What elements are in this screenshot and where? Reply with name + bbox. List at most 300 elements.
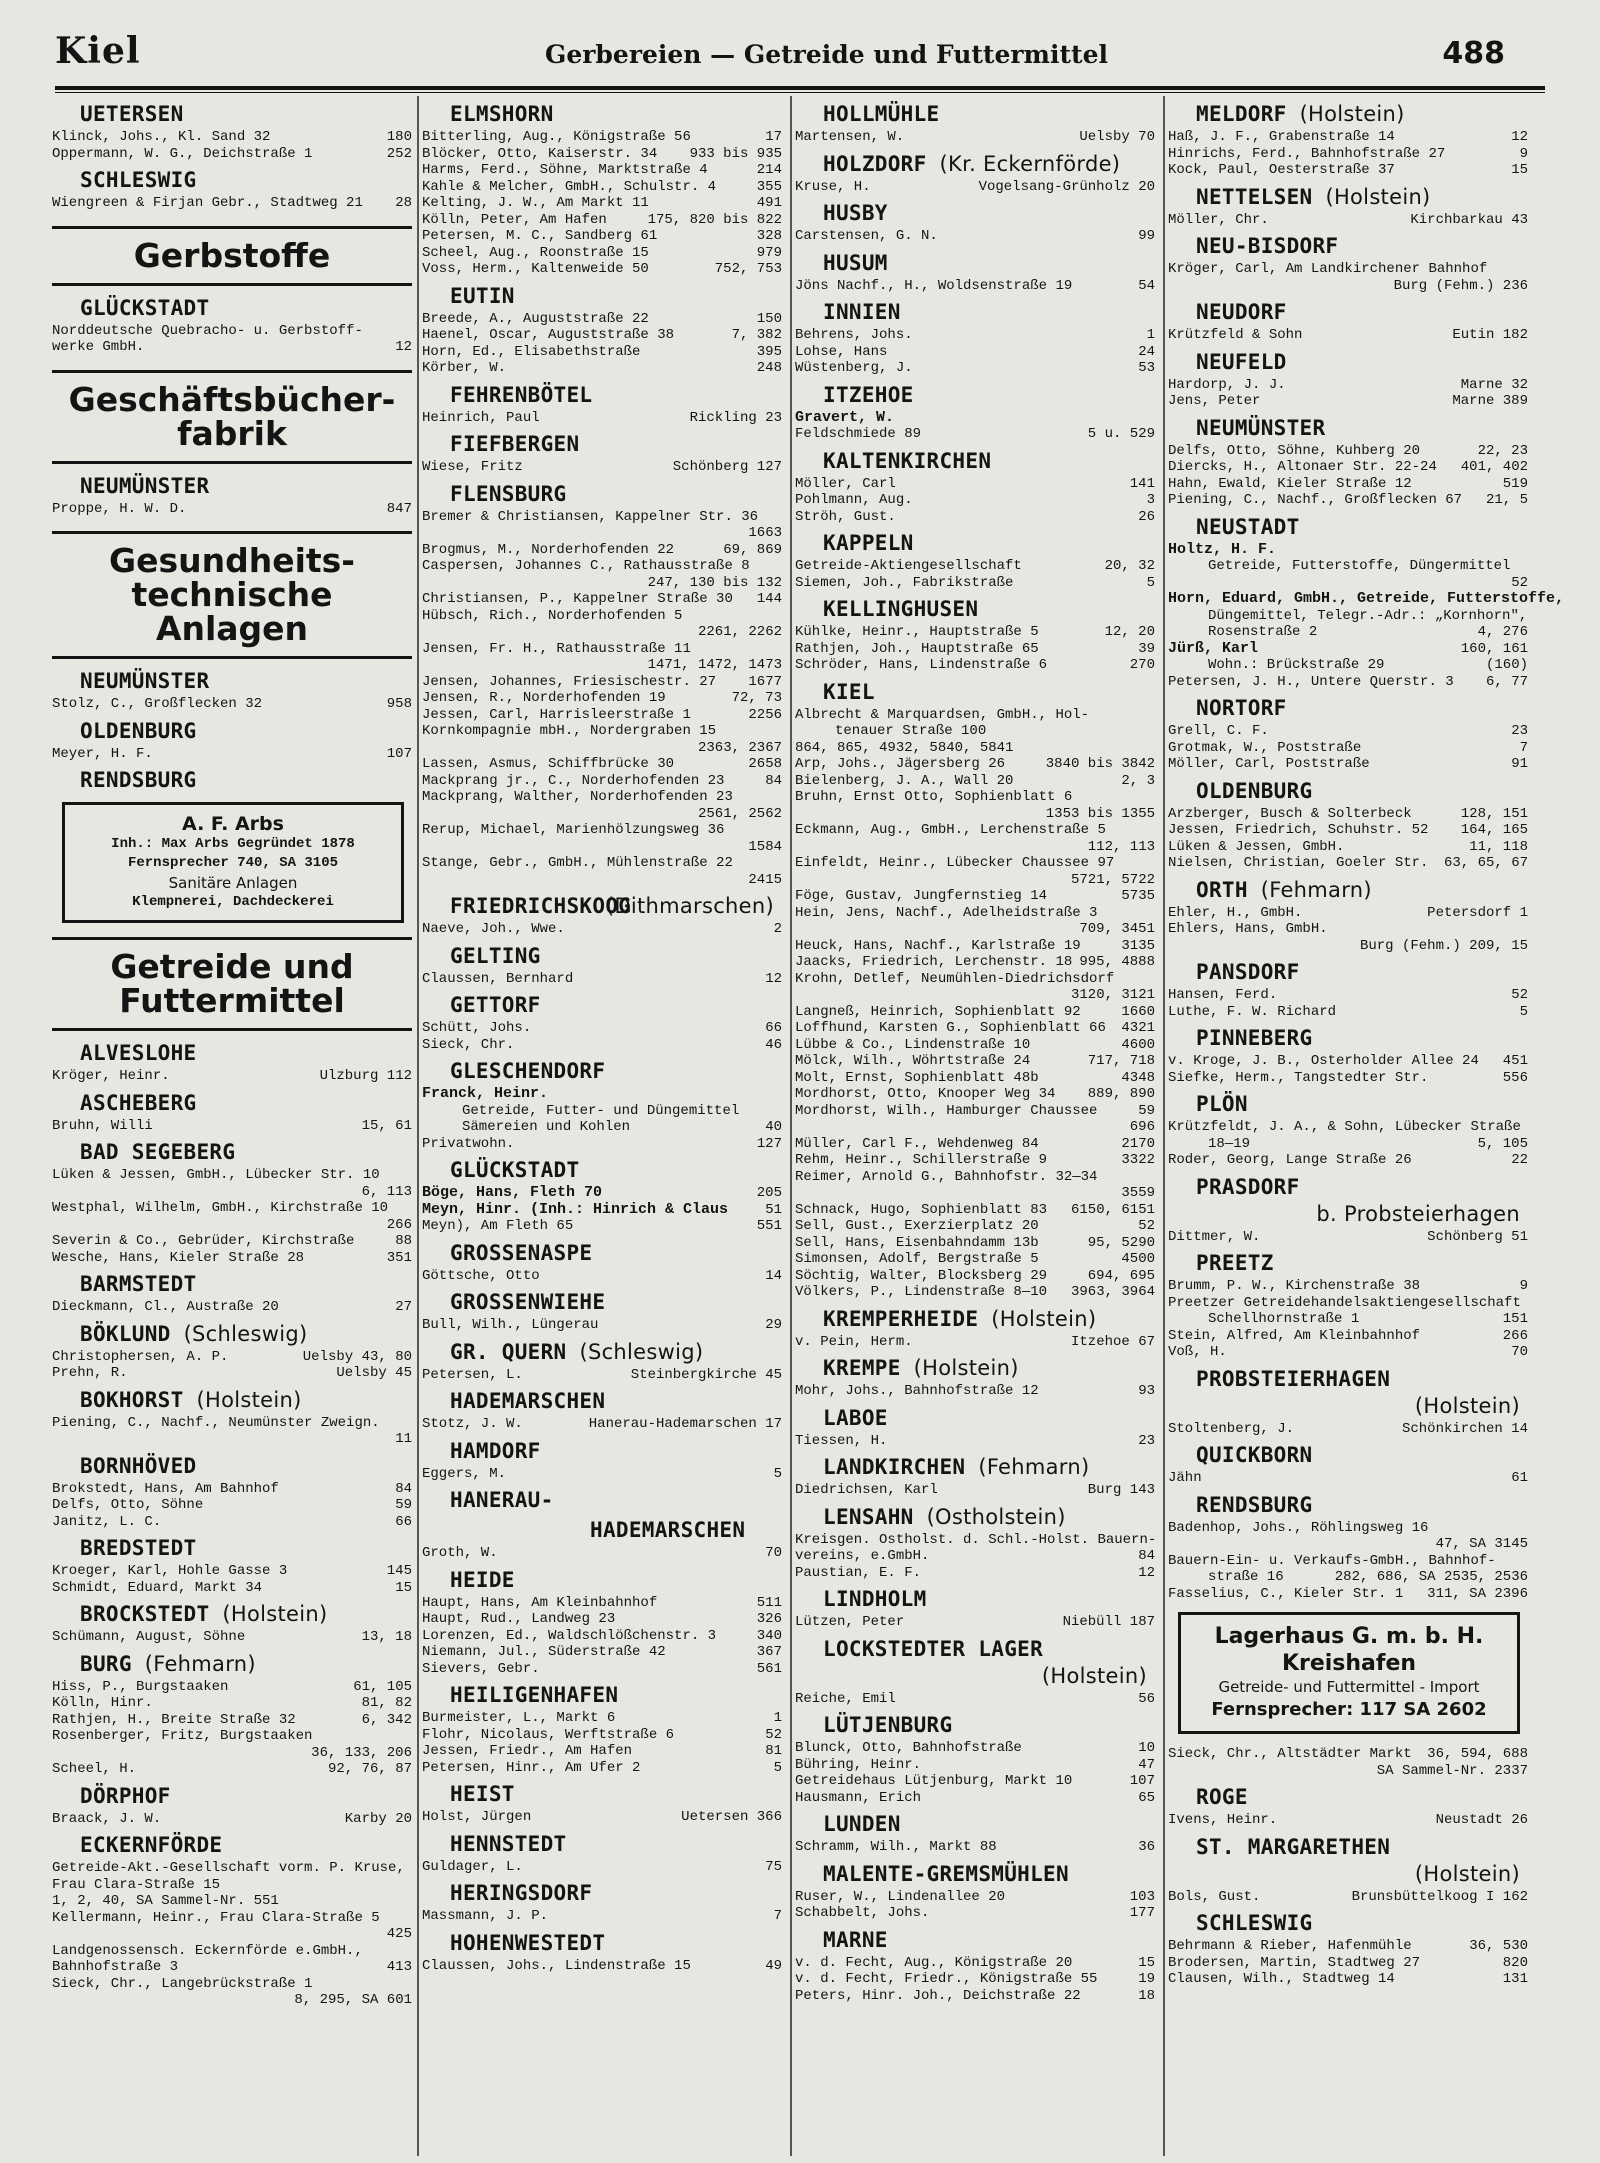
entry-name: Claussen, Bernhard [422, 970, 574, 987]
listing-entry [422, 1218, 782, 1235]
entry-phone: 2170 [1121, 1135, 1155, 1152]
column-3 [795, 96, 1155, 2161]
town-heading [823, 680, 1155, 704]
entry-name: Grotmak, W., Poststraße [1168, 739, 1362, 756]
town-heading [450, 1568, 782, 1592]
entry-name: Proppe, H. W. D. [52, 500, 187, 517]
entry-name: Nielsen, Christian, Goeler Str. [1168, 855, 1429, 871]
listing-entry [1168, 756, 1528, 773]
entry-phone: 72, 73 [731, 690, 782, 706]
category-heading: Gerbstoffe [52, 226, 412, 286]
ad-line: Lagerhaus G. m. b. H. [1214, 1624, 1484, 1649]
entry-name: Frau Clara-Straße 15 [52, 1876, 221, 1893]
entry-name: Reimer, Arnold G., Bahnhofstr. 32—34 [795, 1168, 1098, 1185]
listing-entry [1168, 212, 1528, 229]
listing-entry [1168, 1136, 1528, 1153]
entry-phone: 4348 [1121, 1069, 1155, 1086]
listing-entry [422, 1727, 782, 1744]
entry-name: Mackprang jr., C., Norderhofenden 23 [422, 772, 725, 789]
entry-name: Meyn), Am Fleth 65 [422, 1218, 574, 1234]
entry-name: Stoltenberg, J. [1168, 1420, 1295, 1437]
listing-entry [795, 1790, 1155, 1807]
directory-section [795, 1664, 1155, 1708]
listing-entry [422, 327, 782, 344]
entry-phone: 36, 594, 688 [1427, 1746, 1528, 1762]
entry-name: Martensen, W. [795, 129, 905, 145]
entry-phone: 958 [386, 696, 412, 712]
entry-name: Kölln, Peter, Am Hafen [422, 211, 607, 228]
directory-section [1168, 350, 1528, 410]
listing-entry [52, 1167, 412, 1184]
directory-section [795, 1356, 1155, 1400]
town-heading [823, 300, 1155, 324]
listing-entry [422, 822, 782, 839]
listing-entry [52, 1860, 412, 1877]
directory-section [52, 1388, 412, 1448]
town-name: OLDENBURG [1196, 778, 1313, 803]
listing-entry [1168, 476, 1528, 493]
listing-entry [795, 1004, 1155, 1021]
entry-name: Kroeger, Karl, Hohle Gasse 3 [52, 1563, 288, 1579]
entry-name: Wiese, Fritz [422, 459, 523, 475]
entry-name: Göttsche, Otto [422, 1267, 540, 1284]
entry-name: 18—19 [1208, 1135, 1251, 1152]
listing-entry [795, 806, 1155, 823]
entry-phone: 2261, 2262 [697, 624, 782, 640]
listing-entry [1168, 1295, 1528, 1312]
town-name: PROBSTEIERHAGEN [1196, 1366, 1391, 1391]
town-name: HUSUM [823, 250, 888, 275]
advertisement-box [1178, 1612, 1520, 1734]
directory-section [795, 531, 1155, 591]
entry-name: Bols, Gust. [1168, 1888, 1261, 1905]
directory-section [795, 300, 1155, 377]
town-name: FRIEDRICHSKOOG [450, 894, 632, 918]
listing-entry [422, 1628, 782, 1645]
listing-entry [1168, 1812, 1528, 1829]
town-heading [1196, 515, 1528, 539]
listing-entry [52, 1712, 412, 1729]
entry-phone: 128, 151 [1460, 805, 1528, 822]
listing-entry [795, 1839, 1155, 1856]
entry-phone: 395 [756, 343, 782, 360]
entry-name: Badenhop, Johs., Röhlingsweg 16 [1168, 1519, 1429, 1536]
listing-entry [795, 1773, 1155, 1790]
entry-name: Kölln, Hinr. [52, 1695, 153, 1711]
directory-section [52, 1322, 412, 1382]
town-heading [823, 531, 1155, 555]
entry-phone: 145 [386, 1563, 412, 1579]
ad-line: Kreishafen [1281, 1651, 1417, 1676]
entry-phone: 889, 890 [1087, 1086, 1155, 1102]
listing-entry [422, 1710, 782, 1727]
entry-name: werke GmbH. [52, 339, 145, 355]
entry-phone: 717, 718 [1087, 1053, 1155, 1069]
entry-name: Jaacks, Friedrich, Lerchenstr. 18 [795, 954, 1073, 970]
entry-name: Langneß, Heinrich, Sophienblatt 92 [795, 1003, 1081, 1020]
town-name: PLÖN [1196, 1092, 1248, 1116]
listing-entry [1168, 1938, 1528, 1955]
entry-phone: 99 [1138, 228, 1155, 244]
entry-name: Brodersen, Martin, Stadtweg 27 [1168, 1954, 1421, 1971]
entry-phone: 107 [1129, 1773, 1155, 1789]
entry-name: Hinrichs, Ferd., Bahnhofstraße 27 [1168, 145, 1446, 162]
column-divider [1163, 96, 1165, 2156]
entry-name: Brokstedt, Hans, Am Bahnhof [52, 1480, 279, 1497]
listing-entry [422, 1367, 782, 1384]
town-heading [450, 383, 782, 407]
listing-entry [422, 641, 782, 658]
directory-section [1168, 514, 1565, 691]
entry-name: Bielenberg, J. A., Wall 20 [795, 772, 1014, 789]
entry-phone: 5 [773, 1759, 782, 1776]
entry-phone: Brunsbüttelkoog I 162 [1351, 1888, 1528, 1905]
entry-name: Möller, Carl, Poststraße [1168, 756, 1370, 772]
entry-name: Blunck, Otto, Bahnhofstraße [795, 1740, 1022, 1756]
town-heading [450, 432, 782, 456]
directory-section [1168, 1092, 1528, 1169]
entry-phone: 52 [765, 1726, 782, 1743]
town-name: HOLLMÜHLE [823, 102, 940, 126]
entry-phone: 3135 [1121, 937, 1155, 954]
entry-phone: 10 [1138, 1740, 1155, 1756]
listing-entry [422, 1202, 782, 1219]
town-name: ASCHEBERG [80, 1090, 197, 1115]
town-heading [1196, 1026, 1528, 1050]
listing-entry [795, 1169, 1155, 1186]
entry-name: Kreisgen. Ostholst. d. Schl.-Holst. Bauern- [795, 1531, 1157, 1548]
listing-entry [422, 723, 782, 740]
town-name: HEILIGENHAFEN [450, 1683, 619, 1707]
entry-phone: Marne 32 [1460, 376, 1528, 393]
entry-phone: 3963, 3964 [1070, 1284, 1155, 1300]
town-heading [1196, 1911, 1528, 1935]
entry-phone: 5 [1146, 574, 1155, 591]
entry-phone: 1471, 1472, 1473 [647, 657, 782, 673]
entry-phone: 2658 [748, 756, 782, 772]
listing-entry [422, 1268, 782, 1285]
town-heading [823, 1505, 1155, 1529]
listing-entry [1168, 839, 1528, 856]
entry-phone: 81, 82 [361, 1695, 412, 1711]
directory-section [422, 1518, 782, 1562]
entry-phone: 23 [1511, 723, 1528, 739]
directory-section [422, 1931, 782, 1975]
town-name: HUSBY [823, 201, 888, 225]
entry-phone: Hanerau-Hademarschen 17 [588, 1416, 782, 1432]
entry-phone: 15, 61 [361, 1117, 412, 1134]
listing-entry [795, 921, 1155, 938]
entry-phone: 160, 161 [1460, 640, 1528, 657]
entry-phone: 91 [1511, 756, 1528, 772]
entry-phone: Vogelsang-Grünholz 20 [978, 178, 1155, 195]
entry-phone: 12, 20 [1104, 624, 1155, 640]
entry-phone: 12 [1138, 1564, 1155, 1581]
listing-entry [1168, 377, 1528, 394]
entry-name: Sell, Gust., Exerzierplatz 20 [795, 1218, 1039, 1234]
town-heading [823, 251, 1155, 275]
entry-name: Mordhorst, Otto, Knooper Weg 34 [795, 1086, 1056, 1102]
entry-name: Landgenossensch. Eckernförde e.GmbH., [52, 1942, 363, 1959]
entry-phone: 12 [395, 339, 412, 355]
town-heading [80, 1784, 412, 1808]
listing-entry [52, 1200, 412, 1217]
entry-name: Siefke, Herm., Tangstedter Str. [1168, 1069, 1429, 1086]
entry-phone: 131 [1502, 1971, 1528, 1987]
entry-name: Rathjen, H., Breite Straße 32 [52, 1711, 296, 1728]
town-name: HEIDE [450, 1567, 515, 1592]
entry-phone: 15 [1138, 1954, 1155, 1971]
entry-name: Wiengreen & Firjan Gebr., Stadtweg 21 [52, 195, 363, 211]
listing-entry [52, 1910, 412, 1927]
town-heading [80, 1536, 412, 1560]
entry-name: Janitz, L. C. [52, 1513, 162, 1530]
entry-name: Rosenstraße 2 [1208, 624, 1318, 640]
listing-entry [1168, 1152, 1528, 1169]
entry-name: Sieck, Chr., Langebrückstraße 1 [52, 1975, 313, 1992]
town-region: (Ostholstein) [926, 1504, 1066, 1529]
entry-phone: 70 [765, 1545, 782, 1561]
directory-section [1168, 1862, 1528, 1906]
town-heading [1196, 1835, 1528, 1859]
directory-section [795, 1812, 1155, 1856]
entry-phone: Uetersen 366 [681, 1809, 782, 1825]
entry-phone: 112, 113 [1087, 838, 1155, 855]
listing-entry [795, 1757, 1155, 1774]
entry-phone: 66 [765, 1020, 782, 1036]
entry-phone: 6, 342 [361, 1711, 412, 1728]
listing-entry [422, 591, 782, 608]
listing-entry [1168, 855, 1528, 872]
town-heading [1196, 1175, 1528, 1199]
entry-phone: 19 [1138, 1971, 1155, 1987]
entry-phone: 933 bis 935 [689, 145, 782, 162]
town-name: ROGE [1196, 1785, 1248, 1809]
entry-phone: 248 [756, 360, 782, 376]
listing-entry [1168, 674, 1528, 691]
entry-name: Lohse, Hans [795, 343, 888, 360]
entry-name: Sievers, Gebr. [422, 1660, 540, 1677]
directory-section [1168, 878, 1528, 955]
listing-entry [422, 245, 782, 262]
entry-phone: 141 [1129, 475, 1155, 492]
listing-entry [795, 278, 1155, 295]
directory-section [795, 1637, 1155, 1661]
entry-name: Meyer, H. F. [52, 745, 153, 762]
entry-phone: 151 [1502, 1311, 1528, 1327]
town-region: (Schleswig) [183, 1321, 308, 1346]
directory-section [795, 1455, 1155, 1499]
listing-entry [422, 839, 782, 856]
entry-name: vereins, e.GmbH. [795, 1548, 930, 1564]
town-heading [823, 1587, 1155, 1611]
entry-name: Getreide, Futterstoffe, Düngermittel [1208, 558, 1511, 574]
entry-name: Petersen, Hinr., Am Ufer 2 [422, 1759, 641, 1776]
town-heading [450, 1881, 782, 1905]
entry-phone: 93 [1138, 1383, 1155, 1399]
entry-phone: 6, 77 [1485, 673, 1528, 690]
entry-name: Dieckmann, Cl., Austraße 20 [52, 1299, 279, 1315]
town-heading [80, 474, 412, 498]
entry-phone: 328 [756, 228, 782, 244]
town-name: HAMDORF [450, 1438, 541, 1463]
town-name: LÜTJENBURG [823, 1713, 953, 1737]
listing-entry [795, 1053, 1155, 1070]
entry-name: Severin & Co., Gebrüder, Kirchstraße [52, 1233, 355, 1249]
entry-name: Gravert, W. [795, 408, 895, 426]
listing-entry [422, 360, 782, 377]
town-name: RENDSBURG [80, 768, 197, 792]
listing-entry [1168, 1536, 1528, 1553]
directory-section [52, 1272, 412, 1316]
directory-section [422, 482, 782, 889]
entry-name: Arzberger, Busch & Solterbeck [1168, 805, 1412, 822]
directory-section [52, 1652, 412, 1778]
entry-phone: Burg (Fehm.) 236 [1393, 277, 1528, 294]
header-rule [55, 86, 1545, 93]
listing-entry [795, 1955, 1155, 1972]
entry-phone: 3559 [1121, 1185, 1155, 1201]
town-heading [1196, 1202, 1528, 1226]
directory-section [52, 937, 412, 1031]
town-name: ECKERNFÖRDE [80, 1833, 223, 1857]
town-heading [823, 1406, 1155, 1430]
town-name: GLÜCKSTADT [450, 1158, 580, 1182]
entry-name: Ivens, Heinr. [1168, 1812, 1278, 1828]
listing-entry [422, 575, 782, 592]
town-name: HEIST [450, 1782, 515, 1806]
listing-entry [1168, 146, 1528, 163]
entry-phone: 5 u. 529 [1087, 426, 1155, 442]
listing-entry [795, 971, 1155, 988]
listing-entry [1168, 740, 1528, 757]
listing-entry [52, 1959, 412, 1976]
entry-name: Lübbe & Co., Lindenstraße 10 [795, 1036, 1031, 1053]
town-region: b. Probsteierhagen [1316, 1201, 1520, 1226]
entry-name: Schabbelt, Johs. [795, 1905, 930, 1921]
directory-section [1168, 1394, 1528, 1438]
entry-name: Jessen, Friedrich, Schuhstr. 52 [1168, 822, 1429, 838]
directory-section [422, 1683, 782, 1776]
entry-name: Jensen, R., Norderhofenden 19 [422, 690, 666, 706]
listing-entry [795, 1565, 1155, 1582]
entry-phone: 551 [756, 1218, 782, 1234]
entry-phone: 4600 [1121, 1036, 1155, 1053]
entry-phone: Niebüll 187 [1062, 1614, 1155, 1630]
listing-entry [795, 344, 1155, 361]
entry-name: Hausmann, Erich [795, 1789, 922, 1806]
entry-phone: 205 [756, 1185, 782, 1201]
directory-section [1168, 1612, 1528, 1734]
listing-entry [1168, 327, 1528, 344]
entry-name: Flohr, Nicolaus, Werftstraße 6 [422, 1726, 675, 1743]
entry-phone: 21, 5 [1485, 492, 1528, 508]
entry-name: Kühlke, Heinr., Hauptstraße 5 [795, 624, 1039, 640]
listing-entry [1168, 1344, 1528, 1361]
entry-name: Kröger, Heinr. [52, 1068, 170, 1084]
entry-phone: 266 [1502, 1327, 1528, 1344]
listing-entry [795, 1548, 1155, 1565]
town-heading [823, 1713, 1155, 1737]
entry-phone: 47, SA 3145 [1435, 1536, 1528, 1552]
entry-name: Hiss, P., Burgstaaken [52, 1678, 229, 1695]
town-heading [1196, 1092, 1528, 1116]
entry-phone: 351 [386, 1249, 412, 1266]
entry-name: Kock, Paul, Oesterstraße 37 [1168, 162, 1395, 178]
town-heading [1196, 1785, 1528, 1809]
entry-name: Heinrich, Paul [422, 409, 540, 426]
town-name: LANDKIRCHEN [823, 1455, 966, 1479]
town-heading [450, 1782, 782, 1806]
directory-section [422, 102, 782, 278]
entry-name: Getreide, Futter- und Düngemittel [462, 1102, 740, 1119]
entry-name: Delfs, Otto, Söhne [52, 1497, 204, 1513]
entry-phone: 29 [765, 1317, 782, 1333]
entry-name: Lassen, Asmus, Schiffbrücke 30 [422, 756, 675, 772]
ad-line: Getreide- und Futtermittel - Import [1218, 1678, 1480, 1696]
directory-section [1168, 1493, 1528, 1603]
directory-section [52, 1536, 412, 1596]
entry-name: Sämereien und Kohlen [462, 1119, 631, 1135]
entry-name: Tiessen, H. [795, 1432, 888, 1449]
listing-entry [795, 1136, 1155, 1153]
directory-section [52, 1833, 412, 2009]
entry-name: Harms, Ferd., Söhne, Marktstraße 4 [422, 162, 708, 178]
town-name: MELDORF [1196, 102, 1287, 126]
town-heading [1196, 1251, 1528, 1275]
town-name: NORTORF [1196, 696, 1287, 720]
entry-phone: Petersdorf 1 [1427, 904, 1528, 921]
entry-phone: 177 [1129, 1905, 1155, 1921]
entry-name: Mordhorst, Wilh., Hamburger Chaussee [795, 1102, 1098, 1119]
listing-entry [1168, 492, 1528, 509]
listing-entry [52, 1118, 412, 1135]
entry-name: Blöcker, Otto, Kaiserstr. 34 [422, 145, 658, 162]
entry-name: Carstensen, G. N. [795, 228, 938, 244]
town-name: BOKHORST [80, 1387, 184, 1412]
entry-phone: 9 [1519, 145, 1528, 162]
town-name: NETTELSEN [1196, 184, 1313, 209]
entry-name: v. Kroge, J. B., Osterholder Allee 24 [1168, 1053, 1479, 1069]
entry-name: Krohn, Detlef, Neumühlen-Diedrichsdorf [795, 970, 1115, 987]
town-name: DÖRPHOF [80, 1783, 171, 1808]
town-name: BÖKLUND [80, 1321, 171, 1346]
entry-name: Albrecht & Marquardsen, GmbH., Hol- [795, 706, 1090, 723]
entry-phone: 7 [1519, 739, 1528, 756]
entry-phone: 847 [386, 500, 412, 517]
entry-phone: 11, 118 [1469, 838, 1528, 855]
listing-entry [52, 1811, 412, 1828]
entry-name: Jöns Nachf., H., Woldsenstraße 19 [795, 277, 1073, 294]
town-name: MALENTE-GREMSMÜHLEN [823, 1861, 1069, 1886]
listing-entry [795, 492, 1155, 509]
listing-entry [795, 1889, 1155, 1906]
entry-name: Ströh, Gust. [795, 508, 896, 525]
listing-entry [422, 1317, 782, 1334]
entry-name: Breede, A., Auguststraße 22 [422, 310, 649, 327]
entry-phone: 5721, 5722 [1070, 871, 1155, 888]
entry-name: Holtz, H. F. [1168, 540, 1277, 558]
directory-section [422, 1290, 782, 1334]
listing-entry [52, 1431, 412, 1448]
listing-entry [52, 1745, 412, 1762]
entry-phone: 4, 276 [1477, 624, 1528, 640]
entry-phone: 355 [756, 178, 782, 195]
listing-entry [52, 339, 412, 356]
listing-entry [1168, 624, 1528, 641]
listing-entry [795, 872, 1155, 889]
town-name: BAD SEGEBERG [80, 1140, 236, 1164]
